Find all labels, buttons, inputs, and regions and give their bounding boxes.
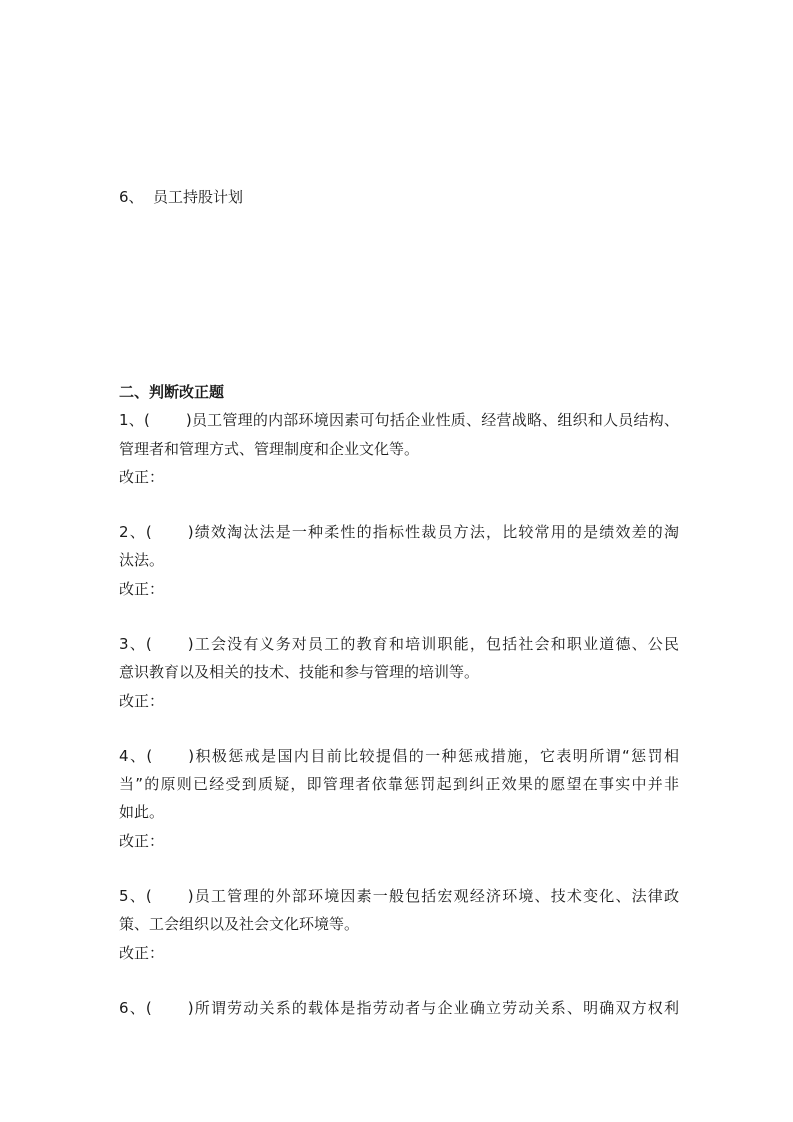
question-4-line-3: 如此。 <box>119 803 165 821</box>
question-2-line-1 <box>119 521 679 543</box>
question-6-close: ) <box>187 999 194 1017</box>
question-1-text-1: 员工管理的内部环境因素可句括企业性质、经营战略、组织和人员结构、 <box>191 411 679 429</box>
question-5-line-2: 策、工会组织以及社会文化环境等。 <box>119 915 360 933</box>
list-item-text: 员工持股计划 <box>153 188 244 206</box>
question-5-prefix: 5、( <box>119 887 152 905</box>
question-5-text-1: 员工管理的外部环境因素一般包括宏观经济环境、技术变化、法律政 <box>193 887 679 905</box>
question-6-line-1 <box>119 997 679 1019</box>
question-4-text-1: 积极惩戒是国内目前比较提倡的一种惩戒措施，它表明所谓“惩罚相 <box>194 747 679 765</box>
question-2-line-2: 汰法。 <box>119 551 165 569</box>
correction-label: 改正： <box>119 468 165 486</box>
question-5-line-1 <box>119 885 679 907</box>
question-6-text-1: 所谓劳动关系的载体是指劳动者与企业确立劳动关系、明确双方权利 <box>193 999 679 1017</box>
question-4-line-1 <box>119 745 679 767</box>
question-1-prefix: 1、( <box>119 411 150 429</box>
question-3-prefix: 3、( <box>119 635 152 653</box>
question-4-line-2: 当”的原则已经受到质疑，即管理者依靠惩罚起到纠正效果的愿望在事实中并非 <box>119 775 679 793</box>
question-1-line-2: 管理者和管理方式、管理制度和企业文化等。 <box>119 440 420 458</box>
question-2-close: ) <box>187 523 194 541</box>
question-6-prefix: 6、( <box>119 999 152 1017</box>
question-1-line-1 <box>119 409 679 431</box>
correction-label: 改正： <box>119 832 165 850</box>
question-4-prefix: 4、( <box>119 747 153 765</box>
question-3-close: ) <box>187 635 194 653</box>
question-3-text-1: 工会没有义务对员工的教育和培训职能，包括社会和职业道德、公民 <box>193 635 679 653</box>
question-2-prefix: 2、( <box>119 523 152 541</box>
question-4-close: ) <box>188 747 195 765</box>
question-5-close: ) <box>187 887 194 905</box>
list-item-number: 6、 <box>119 188 144 206</box>
question-3-line-1 <box>119 633 679 655</box>
correction-label: 改正： <box>119 692 165 710</box>
correction-label: 改正： <box>119 580 165 598</box>
question-3-line-2: 意识教育以及相关的技术、技能和参与管理的培训等。 <box>119 663 480 681</box>
question-1-close: ) <box>185 411 192 429</box>
correction-label: 改正： <box>119 944 165 962</box>
question-2-text-1: 绩效淘汰法是一种柔性的指标性裁员方法，比较常用的是绩效差的淘 <box>193 523 679 541</box>
section-title: 二、判断改正题 <box>119 383 225 401</box>
list-item-6 <box>119 186 679 208</box>
